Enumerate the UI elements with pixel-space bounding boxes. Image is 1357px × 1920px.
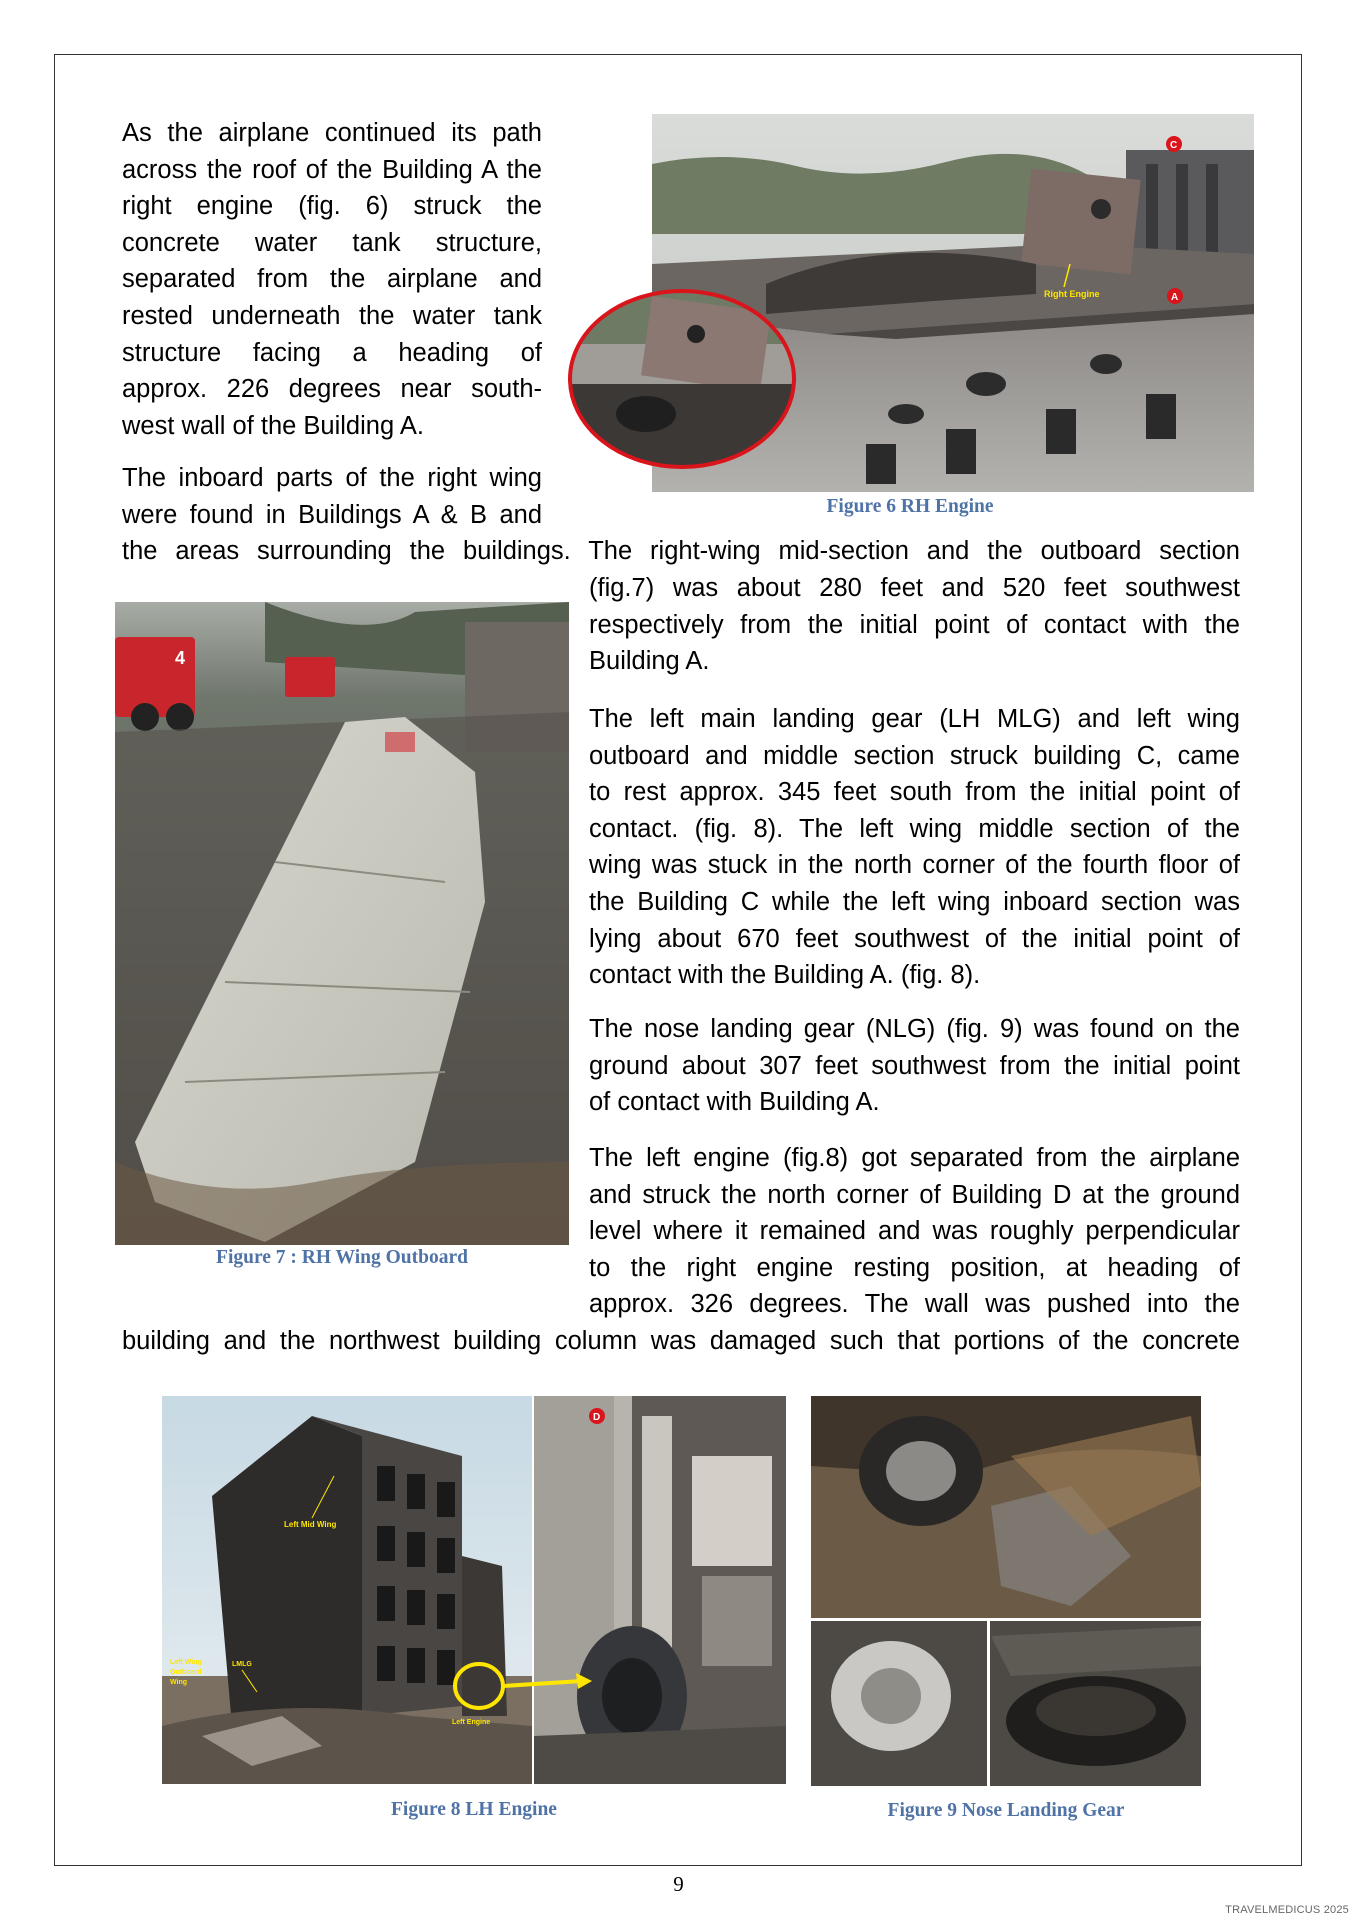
truck-number: 4 xyxy=(175,648,186,668)
text-line: lying about 670 feet southwest of the initial point of xyxy=(589,924,1240,953)
text-line: west wall of the Building A. xyxy=(122,411,424,440)
page-number: 9 xyxy=(673,1872,684,1896)
figure-6-caption: Figure 6 RH Engine xyxy=(826,496,994,517)
text-line: contact. (fig. 8). The left wing middle section of the xyxy=(589,814,1240,843)
text-line: building and the northwest building column was damaged such that portions of the concrete xyxy=(122,1327,1240,1355)
text-line: The nose landing gear (NLG) (fig. 9) was found on the xyxy=(589,1015,1240,1043)
text-line: The left engine (fig.8) got separated from the airplane xyxy=(589,1144,1240,1172)
text-line: concrete water tank structure, xyxy=(122,228,542,257)
label-left-wing-outboard-2: Outboard xyxy=(170,1669,202,1676)
text-line: right engine (fig. 6) struck the xyxy=(122,192,542,221)
marker-c xyxy=(1166,136,1182,152)
text-line: the Building C while the left wing inboard section was xyxy=(589,887,1240,916)
watermark: TRAVELMEDICUS 2025 xyxy=(1225,1904,1349,1916)
marker-d xyxy=(589,1408,605,1424)
paragraph-nose-gear xyxy=(589,1011,1240,1121)
figure-9-caption: Figure 9 Nose Landing Gear xyxy=(887,1800,1125,1821)
text-line: to rest approx. 345 feet south from the initial point of xyxy=(589,778,1240,807)
text-line: contact with the Building A. (fig. 8). xyxy=(589,961,981,990)
figure-9-photo xyxy=(811,1396,1201,1786)
label-left-engine: Left Engine xyxy=(452,1719,491,1726)
text-line: structure facing a heading of xyxy=(122,338,542,367)
text-line: were found in Buildings A & B and xyxy=(122,500,542,529)
paragraph-right-wing-rest xyxy=(589,570,1240,680)
text-line: level where it remained and was roughly perpendicular xyxy=(589,1217,1240,1246)
label-left-wing-outboard-3: Wing xyxy=(170,1679,188,1686)
text-line: ground about 307 feet southwest from the initial point xyxy=(589,1051,1240,1080)
label-lmlg: LMLG xyxy=(232,1661,252,1668)
label-right-engine: Right Engine xyxy=(1044,289,1100,299)
text-line: As the airplane continued its path xyxy=(122,119,542,147)
figure-8-caption: Figure 8 LH Engine xyxy=(391,1799,557,1820)
figure-6-photo xyxy=(566,114,1254,492)
svg-text:D: D xyxy=(593,1412,601,1423)
figure-7-caption: Figure 7 : RH Wing Outboard xyxy=(216,1247,468,1268)
paragraph-left-mlg xyxy=(589,701,1240,994)
paragraph-left-engine xyxy=(589,1140,1240,1323)
text-line: (fig.7) was about 280 feet and 520 feet southwest xyxy=(589,574,1240,602)
text-line: the areas surrounding the buildings. The right-wing mid-section and the outboard section xyxy=(122,537,1240,565)
text-line: The left main landing gear (LH MLG) and left wing xyxy=(589,705,1240,733)
text-line: to the right engine resting position, at heading of xyxy=(589,1253,1240,1282)
text-line: and struck the north corner of Building D at the ground xyxy=(589,1180,1240,1209)
paragraph-right-engine xyxy=(122,115,542,444)
paragraph-right-wing-top xyxy=(122,460,542,533)
text-line: wing was stuck in the north corner of the fourth floor of xyxy=(589,851,1240,880)
text-line: outboard and middle section struck building C, came xyxy=(589,741,1240,770)
paragraph-left-engine-full-line xyxy=(122,1323,1240,1360)
text-line: The inboard parts of the right wing xyxy=(122,464,542,492)
text-line: separated from the airplane and xyxy=(122,265,542,294)
text-line: respectively from the initial point of contact with the xyxy=(589,610,1240,639)
text-line: of contact with Building A. xyxy=(589,1088,880,1117)
svg-text:A: A xyxy=(1171,292,1179,303)
label-left-wing-outboard-1: Left Wing xyxy=(170,1659,202,1666)
label-left-mid-wing: Left Mid Wing xyxy=(284,1520,337,1529)
paragraph-right-wing-full-line xyxy=(122,533,1240,570)
text-line: approx. 326 degrees. The wall was pushed into the xyxy=(589,1290,1240,1319)
text-line: rested underneath the water tank xyxy=(122,301,542,330)
text-line: across the roof of the Building A the xyxy=(122,155,542,184)
figure-7-photo xyxy=(115,602,569,1245)
svg-text:C: C xyxy=(1170,140,1178,151)
marker-a xyxy=(1167,288,1183,304)
text-line: Building A. xyxy=(589,647,710,676)
text-line: approx. 226 degrees near south- xyxy=(122,375,542,404)
figure-8-photo xyxy=(162,1396,786,1784)
